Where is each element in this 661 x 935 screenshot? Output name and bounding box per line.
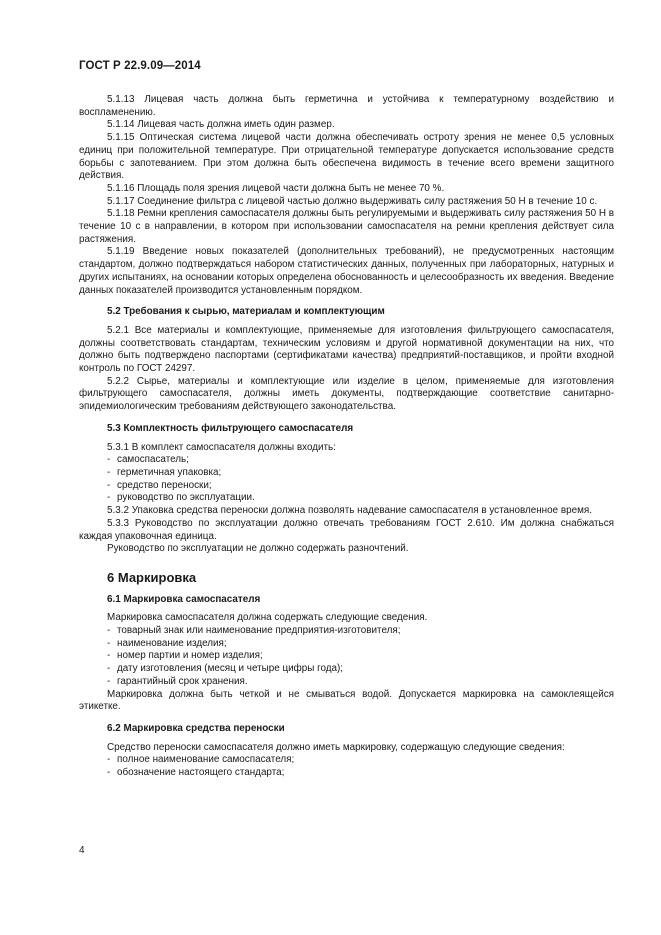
page-number: 4 bbox=[79, 845, 85, 856]
clause-5-2-1: 5.2.1 Все материалы и комплектующие, применяемые для изготовления фильтрующего самоспасателя, должны соответствовать стандартам, техническим условиям и другой нормативной документации на них, что должно быть подтверждено паспортами (сертификатами качества) предприятий-поставщиков, и пройти входной контроль по ГОСТ 24297. bbox=[79, 324, 614, 375]
list-item: - полное наименование самоспасателя; bbox=[107, 754, 295, 766]
heading-5-3: 5.3 Комплектность фильтрующего самоспасателя bbox=[107, 422, 354, 434]
standard-header: ГОСТ Р 22.9.09—2014 bbox=[79, 60, 201, 72]
clause-6-1-note: Маркировка должна быть четкой и не смываться водой. Допускается маркировка на самоклеящейся этикетке. bbox=[79, 688, 614, 713]
list-item: - номер партии и номер изделия; bbox=[107, 650, 263, 662]
clause-5-1-16: 5.1.16 Площадь поля зрения лицевой части должна быть не менее 70 %. bbox=[107, 182, 445, 194]
clause-5-1-14: 5.1.14 Лицевая часть должна иметь один размер. bbox=[107, 119, 335, 131]
clause-5-1-19: 5.1.19 Введение новых показателей (дополнительных требований), не предусмотренных настоящим стандартом, должно подтверждаться набором статистических данных, полученных при лабораторных, натурных и других испытаниях, на основании которых определена обоснованность и целесообразность их введения. Введение данных показателей производится установленным порядком. bbox=[79, 246, 614, 296]
list-item: - товарный знак или наименование предприятия-изготовителя; bbox=[107, 625, 401, 637]
clause-5-1-18: 5.1.18 Ремни крепления самоспасателя должны быть регулируемыми и выдерживать силу растяжения 50 Н в течение 10 с в направлении, в котором при использовании самоспасателя на ремни крепления действует сила растяжения. bbox=[79, 208, 614, 245]
clause-5-3-2: 5.3.2 Упаковка средства переноски должна позволять надевание самоспасателя в установленное время. bbox=[107, 505, 592, 517]
clause-5-3-3: 5.3.3 Руководство по эксплуатации должно отвечать требованиям ГОСТ 2.610. Им должна снабжаться каждая упаковочная единица. bbox=[79, 517, 614, 542]
list-item: - герметичная упаковка; bbox=[107, 466, 222, 478]
heading-6-2: 6.2 Маркировка средства переноски bbox=[107, 722, 285, 734]
heading-5-2: 5.2 Требования к сырью, материалам и комплектующим bbox=[107, 306, 385, 318]
list-item: - дату изготовления (месяц и четыре цифры года); bbox=[107, 663, 344, 675]
clause-5-2-2: 5.2.2 Сырье, материалы и комплектующие или изделие в целом, применяемые для изготовления фильтрующего самоспасателя, должны иметь документы, подтверждающие соответствие санитарно-эпидемиологическим требованиям действующего законодательства. bbox=[79, 375, 614, 413]
heading-6-1: 6.1 Маркировка самоспасателя bbox=[107, 593, 261, 605]
clause-5-1-17: 5.1.17 Соединение фильтра с лицевой частью должно выдерживать силу растяжения 50 Н в течение 10 с. bbox=[107, 195, 598, 207]
clause-5-3-1: 5.3.1 В комплект самоспасателя должны входить: bbox=[107, 441, 336, 453]
clause-5-1-13: 5.1.13 Лицевая часть должна быть герметична и устойчива к температурному воздействию и воспламенению. bbox=[79, 94, 614, 118]
list-item: - гарантийный срок хранения. bbox=[107, 675, 248, 687]
heading-6: 6 Маркировка bbox=[107, 569, 197, 585]
list-item: - самоспасатель; bbox=[107, 454, 189, 466]
list-item: - руководство по эксплуатации. bbox=[107, 492, 255, 504]
clause-5-3-3-note: Руководство по эксплуатации не должно содержать разночтений. bbox=[107, 543, 409, 555]
list-item: - средство переноски; bbox=[107, 479, 212, 491]
list-item: - обозначение настоящего стандарта; bbox=[107, 767, 285, 779]
clause-6-1-intro: Маркировка самоспасателя должна содержать следующие сведения. bbox=[107, 612, 428, 624]
clause-6-2-intro: Средство переноски самоспасателя должно иметь маркировку, содержащую следующие сведения: bbox=[107, 741, 565, 753]
clause-5-1-15: 5.1.15 Оптическая система лицевой части должна обеспечивать остроту зрения не менее 0,5 условных единиц при положительной температуре. При отрицательной температуре допускается использование средств борьбы с запотеванием. При этом должна быть обеспечена видимость в течение всего времени защитного действия. bbox=[79, 132, 614, 182]
list-item: - наименование изделия; bbox=[107, 637, 227, 649]
document-body bbox=[79, 94, 614, 780]
